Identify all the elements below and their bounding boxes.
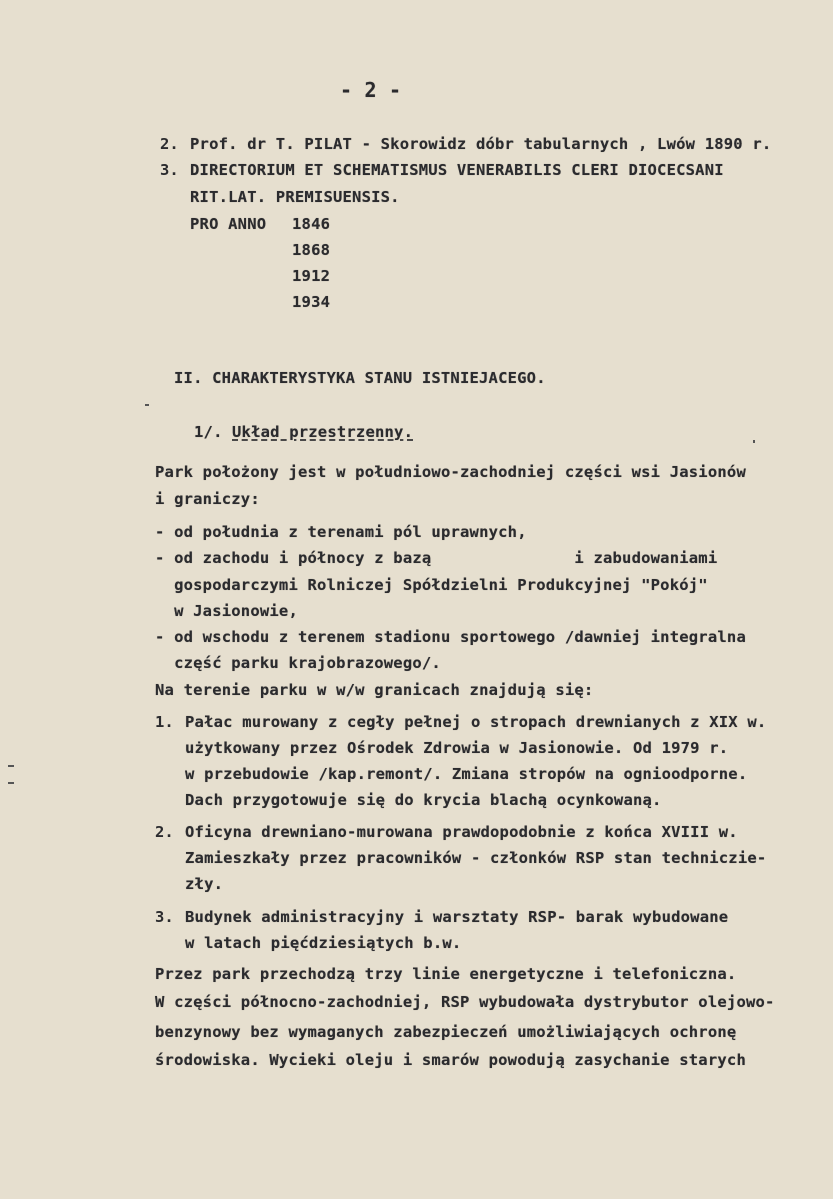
scan-mark xyxy=(8,782,14,784)
page-number: - 2 - xyxy=(340,78,402,102)
item-line: użytkowany przez Ośrodek Zdrowia w Jasionowie. Od 1979 r. xyxy=(185,739,729,757)
item-line: zły. xyxy=(185,875,224,893)
reference-continuation: RIT.LAT. PREMISUENSIS. xyxy=(190,188,400,206)
item-line: Budynek administracyjny i warsztaty RSP- barak wybudowane xyxy=(185,908,729,926)
paragraph-line: Park położony jest w południowo-zachodniej części wsi Jasionów xyxy=(155,463,746,481)
closing-line: Przez park przechodzą trzy linie energetyczne i telefoniczna. xyxy=(155,965,737,983)
border-line: część parku krajobrazowego/. xyxy=(155,654,441,672)
paragraph-line: i graniczy: xyxy=(155,490,260,508)
within-line: Na terenie parku w w/w granicach znajdują się: xyxy=(155,681,594,699)
year: 1934 xyxy=(292,293,331,311)
item-line: w przebudowie /kap.remont/. Zmiana stropów na ognioodporne. xyxy=(185,765,748,783)
item-number: 3. xyxy=(155,908,174,926)
reference-text: DIRECTORIUM ET SCHEMATISMUS VENERABILIS CLERI DIOCECSANI xyxy=(190,161,724,179)
border-line: - od wschodu z terenem stadionu sportowego /dawniej integralna xyxy=(155,628,746,646)
scan-mark xyxy=(753,440,755,443)
item-line: Pałac murowany z cegły pełnej o stropach drewnianych z XIX w. xyxy=(185,713,767,731)
item-line: Oficyna drewniano-murowana prawdopodobnie z końca XVIII w. xyxy=(185,823,738,841)
item-line: Zamieszkały przez pracowników - członków RSP stan techniczie- xyxy=(185,849,767,867)
year: 1846 xyxy=(292,215,331,233)
reference-number: 2. xyxy=(160,135,179,153)
reference-text: Prof. dr T. PILAT - Skorowidz dóbr tabularnych , Lwów 1890 r. xyxy=(190,135,772,153)
closing-line: środowiska. Wycieki oleju i smarów powodują zasychanie starych xyxy=(155,1051,746,1069)
section-heading: II. CHARAKTERYSTYKA STANU ISTNIEJACEGO. xyxy=(174,369,546,387)
scan-mark xyxy=(8,765,14,767)
year: 1868 xyxy=(292,241,331,259)
subsection-number: 1/. xyxy=(194,423,223,441)
item-line: Dach przygotowuje się do krycia blachą ocynkowaną. xyxy=(185,791,662,809)
year: 1912 xyxy=(292,267,331,285)
border-line: gospodarczymi Rolniczej Spółdzielni Produkcyjnej "Pokój" xyxy=(155,576,708,594)
item-number: 2. xyxy=(155,823,174,841)
pro-anno-label: PRO ANNO xyxy=(190,215,267,233)
border-line: - od południa z terenami pól uprawnych, xyxy=(155,523,527,541)
item-line: w latach pięćdziesiątych b.w. xyxy=(185,934,462,952)
border-line: w Jasionowie, xyxy=(155,602,298,620)
reference-number: 3. xyxy=(160,161,179,179)
closing-line: benzynowy bez wymaganych zabezpieczeń umożliwiających ochronę xyxy=(155,1023,737,1041)
scan-mark xyxy=(145,404,149,406)
item-number: 1. xyxy=(155,713,174,731)
closing-line: W części północno-zachodniej, RSP wybudowała dystrybutor olejowo- xyxy=(155,993,775,1011)
subsection-title: Układ przestrzenny. xyxy=(232,423,414,441)
border-line: - od zachodu i północy z bazą i zabudowaniami xyxy=(155,549,718,567)
